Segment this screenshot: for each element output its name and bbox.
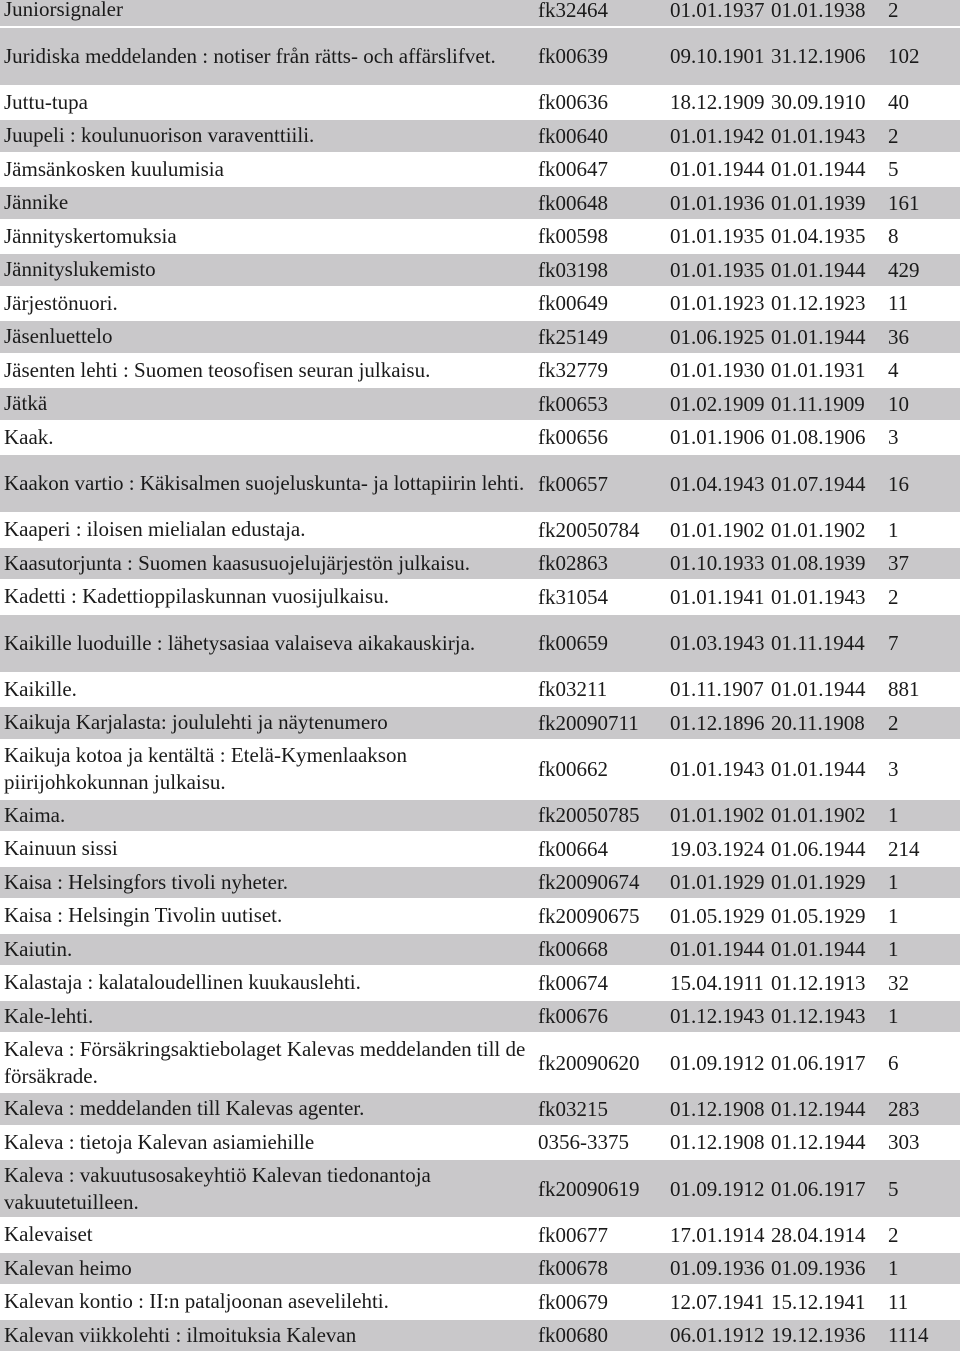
table-row: [0, 615, 960, 672]
end-date: 19.12.1936: [770, 1320, 887, 1352]
periodical-id: fk00659: [534, 615, 668, 672]
start-date: 01.11.1907: [670, 677, 764, 702]
issue-count: 1: [887, 1001, 960, 1033]
start-date: 09.10.1901: [668, 28, 770, 85]
start-date: 01.10.1933: [668, 548, 770, 580]
table-row: [0, 120, 960, 152]
periodical-id: fk00639: [534, 28, 668, 85]
table-row: [0, 674, 960, 706]
periodical-title: Kalevan viikkolehti : ilmoituksia Kalevan: [0, 1320, 534, 1352]
periodical-title: Jännityskertomuksia: [4, 223, 177, 248]
table-row: [0, 900, 960, 932]
periodical-id: fk00674: [538, 970, 608, 995]
end-date: 01.01.1902: [771, 517, 866, 542]
issue-count: 2: [887, 120, 960, 152]
start-date: 01.04.1943: [668, 455, 770, 512]
periodical-id: fk20050784: [538, 517, 640, 542]
table-row: [0, 1219, 960, 1251]
start-date: 01.01.1902: [670, 517, 765, 542]
periodical-id: fk00648: [534, 187, 668, 219]
periodical-id: fk02863: [534, 548, 668, 580]
periodical-title: Järjestönuori.: [4, 290, 118, 315]
table-row: [0, 187, 960, 219]
issue-count: 2: [888, 584, 899, 609]
end-date: 01.12.1944: [771, 1130, 866, 1155]
periodical-title: Kaikille.: [4, 676, 77, 701]
table-row: [0, 388, 960, 420]
issue-count: 2: [887, 707, 960, 739]
issue-count: 1: [887, 934, 960, 966]
issue-count: 1: [887, 1253, 960, 1285]
periodical-id: fk00649: [538, 291, 608, 316]
table-row: [0, 514, 960, 546]
table-row: [0, 548, 960, 580]
periodical-id: fk00677: [538, 1222, 608, 1247]
end-date: 01.01.1929: [770, 867, 887, 899]
table-row: [0, 581, 960, 613]
periodical-id: fk20090620: [538, 1050, 640, 1075]
table-row: [0, 1160, 960, 1217]
periodical-title: Kalevan heimo: [0, 1253, 534, 1285]
end-date: 30.09.1910: [771, 90, 866, 115]
periodical-title: Juridiska meddelanden : notiser från rätts- och affärslifvet.: [0, 28, 534, 85]
issue-count: 283: [887, 1093, 960, 1125]
periodical-id: fk20090674: [534, 867, 668, 899]
periodical-id: fk32779: [538, 358, 608, 383]
issue-count: 8: [888, 224, 899, 249]
periodical-title: Kalevaiset: [4, 1222, 93, 1247]
periodical-title: Jäsenten lehti : Suomen teosofisen seuran julkaisu.: [4, 357, 431, 382]
table-row: [0, 154, 960, 186]
periodical-id: fk00678: [534, 1253, 668, 1285]
end-date: 01.11.1944: [770, 615, 887, 672]
end-date: 01.01.1944: [771, 677, 866, 702]
periodical-id: fk32464: [534, 0, 668, 26]
periodical-title: Kaleva : vakuutusosakeyhtiö Kalevan tiedonantoja vakuutetuilleen.: [0, 1160, 534, 1217]
end-date: 01.01.1944: [771, 757, 866, 781]
periodical-title: Kaisa : Helsingfors tivoli nyheter.: [0, 867, 534, 899]
end-date: 01.09.1936: [770, 1253, 887, 1285]
end-date: 01.12.1923: [771, 291, 866, 316]
periodical-id: fk00636: [538, 90, 608, 115]
start-date: 17.01.1914: [670, 1222, 765, 1247]
periodical-id: fk00662: [538, 757, 608, 781]
periodical-id: fk00647: [538, 157, 608, 182]
table-row: [0, 422, 960, 454]
periodical-title: Jännityslukemisto: [0, 254, 534, 286]
end-date: 01.01.1939: [770, 187, 887, 219]
periodical-id: fk00656: [538, 425, 608, 450]
start-date: 01.09.1936: [668, 1253, 770, 1285]
periodical-title: Jännike: [0, 187, 534, 219]
issue-count: 1: [887, 800, 960, 832]
start-date: 01.01.1935: [670, 224, 765, 249]
periodical-title: Kaleva : tietoja Kalevan asiamiehille: [4, 1129, 315, 1154]
end-date: 01.01.1938: [770, 0, 887, 26]
table-row: [0, 800, 960, 832]
start-date: 12.07.1941: [670, 1289, 765, 1314]
periodical-title: Juniorsignaler: [0, 0, 534, 26]
issue-count: 4: [888, 358, 899, 383]
end-date: 15.12.1941: [771, 1289, 866, 1314]
end-date: 28.04.1914: [771, 1222, 866, 1247]
issue-count: 3: [888, 757, 899, 781]
start-date: 18.12.1909: [670, 90, 765, 115]
periodical-title: Kainuun sissi: [4, 836, 118, 861]
periodical-title: Jäsenluettelo: [0, 321, 534, 353]
end-date: 01.08.1906: [771, 425, 866, 450]
table-row: [0, 87, 960, 119]
periodical-title: Kaisa : Helsingin Tivolin uutiset.: [4, 903, 283, 928]
end-date: 01.01.1931: [771, 358, 866, 383]
periodical-title: Kalastaja : kalataloudellinen kuukauslehti.: [4, 970, 361, 995]
periodical-id: fk00680: [534, 1320, 668, 1352]
periodical-id: fk00640: [534, 120, 668, 152]
end-date: 01.05.1929: [771, 903, 866, 928]
periodical-title: Jämsänkosken kuulumisia: [4, 156, 224, 181]
end-date: 01.11.1909: [770, 388, 887, 420]
table-row: [0, 741, 960, 798]
periodical-title: Juttu-tupa: [4, 89, 88, 114]
periodical-id: fk00676: [534, 1001, 668, 1033]
start-date: 01.01.1943: [670, 757, 765, 781]
issue-count: 161: [887, 187, 960, 219]
end-date: 01.12.1913: [771, 970, 866, 995]
table-row: [0, 1253, 960, 1285]
issue-count: 303: [888, 1130, 920, 1155]
issue-count: 5: [887, 1160, 960, 1217]
end-date: 01.07.1944: [770, 455, 887, 512]
start-date: 15.04.1911: [670, 970, 764, 995]
end-date: 01.01.1902: [770, 800, 887, 832]
end-date: 01.01.1944: [770, 934, 887, 966]
periodical-title: Kaasutorjunta : Suomen kaasusuojelujärjestön julkaisu.: [0, 548, 534, 580]
end-date: 01.01.1943: [770, 120, 887, 152]
periodical-id: fk00679: [538, 1289, 608, 1314]
issue-count: 40: [888, 90, 909, 115]
start-date: 01.09.1912: [670, 1050, 765, 1075]
end-date: 01.01.1943: [771, 584, 866, 609]
periodical-id: fk20050785: [534, 800, 668, 832]
periodical-title: Kaakon vartio : Käkisalmen suojeluskunta- ja lottapiirin lehti.: [0, 455, 534, 512]
issue-count: 6: [888, 1050, 899, 1075]
table-row: [0, 455, 960, 512]
table-row: [0, 28, 960, 85]
end-date: 01.12.1944: [770, 1093, 887, 1125]
start-date: 19.03.1924: [670, 836, 765, 861]
start-date: 01.01.1942: [668, 120, 770, 152]
start-date: 01.01.1929: [668, 867, 770, 899]
start-date: 01.12.1896: [668, 707, 770, 739]
periodical-id: fk00668: [534, 934, 668, 966]
issue-count: 2: [887, 0, 960, 26]
periodical-title: Kaikille luoduille : lähetysasiaa valaiseva aikakauskirja.: [0, 615, 534, 672]
start-date: 01.01.1902: [668, 800, 770, 832]
end-date: 01.04.1935: [771, 224, 866, 249]
periodical-title: Jätkä: [0, 388, 534, 420]
start-date: 01.01.1923: [670, 291, 765, 316]
start-date: 01.03.1943: [668, 615, 770, 672]
table-row: [0, 221, 960, 253]
issue-count: 11: [888, 1289, 909, 1314]
periodical-title: Kaaperi : iloisen mielialan edustaja.: [4, 517, 306, 542]
issue-count: 5: [888, 157, 899, 182]
table-row: [0, 967, 960, 999]
periodical-title: Kaikuja kotoa ja kentältä : Etelä-Kymenlaakson piirijohkokunnan julkaisu.: [4, 743, 407, 794]
start-date: 01.01.1944: [668, 934, 770, 966]
periodical-title: Kaikuja Karjalasta: joululehti ja näytenumero: [0, 707, 534, 739]
periodical-id: 0356-3375: [538, 1130, 629, 1155]
start-date: 01.01.1944: [670, 157, 765, 182]
issue-count: 214: [888, 836, 920, 861]
start-date: 01.02.1909: [668, 388, 770, 420]
table-row: [0, 1286, 960, 1318]
start-date: 01.01.1936: [668, 187, 770, 219]
end-date: 01.08.1939: [770, 548, 887, 580]
end-date: 01.06.1917: [770, 1160, 887, 1217]
table-row: [0, 1001, 960, 1033]
start-date: 01.05.1929: [670, 903, 765, 928]
issue-count: 881: [888, 677, 920, 702]
issue-count: 7: [887, 615, 960, 672]
start-date: 01.01.1937: [668, 0, 770, 26]
end-date: 01.06.1944: [771, 836, 866, 861]
table-row: [0, 1320, 960, 1352]
periodical-title: Kalevan kontio : II:n pataljoonan asevelilehti.: [4, 1289, 389, 1314]
table-row: [0, 1034, 960, 1091]
table-row: [0, 254, 960, 286]
table-row: [0, 321, 960, 353]
periodical-id: fk00664: [538, 836, 608, 861]
start-date: 01.01.1930: [670, 358, 765, 383]
issue-count: 36: [887, 321, 960, 353]
periodical-title: Kaak.: [4, 424, 54, 449]
issue-count: 37: [887, 548, 960, 580]
issue-count: 429: [887, 254, 960, 286]
table-row: [0, 355, 960, 387]
end-date: 01.06.1917: [771, 1050, 866, 1075]
periodical-id: fk20090711: [534, 707, 668, 739]
periodical-id: fk00653: [534, 388, 668, 420]
table-row: [0, 288, 960, 320]
issue-count: 3: [888, 425, 899, 450]
issue-count: 102: [887, 28, 960, 85]
periodical-id: fk03211: [538, 677, 608, 702]
table-row: [0, 0, 960, 26]
end-date: 20.11.1908: [770, 707, 887, 739]
periodical-id: fk25149: [534, 321, 668, 353]
periodical-id: fk20090619: [534, 1160, 668, 1217]
table-row: [0, 867, 960, 899]
table-row: [0, 1127, 960, 1159]
end-date: 01.12.1943: [770, 1001, 887, 1033]
table-row: [0, 1093, 960, 1125]
issue-count: 11: [888, 291, 909, 316]
periodical-title: Kale-lehti.: [0, 1001, 534, 1033]
periodical-id: fk20090675: [538, 903, 640, 928]
periodical-id: fk31054: [538, 584, 608, 609]
periodical-id: fk00598: [538, 224, 608, 249]
periodical-id: fk03215: [534, 1093, 668, 1125]
periodical-title: Kaima.: [0, 800, 534, 832]
start-date: 01.09.1912: [668, 1160, 770, 1217]
start-date: 01.01.1906: [670, 425, 765, 450]
end-date: 31.12.1906: [770, 28, 887, 85]
periodical-title: Kaleva : meddelanden till Kalevas agenter.: [0, 1093, 534, 1125]
end-date: 01.01.1944: [770, 254, 887, 286]
issue-count: 1: [887, 867, 960, 899]
start-date: 01.06.1925: [668, 321, 770, 353]
table-row: [0, 833, 960, 865]
periodical-title: Kaiutin.: [0, 934, 534, 966]
start-date: 01.12.1908: [668, 1093, 770, 1125]
issue-count: 10: [887, 388, 960, 420]
end-date: 01.01.1944: [770, 321, 887, 353]
issue-count: 2: [888, 1222, 899, 1247]
table-row: [0, 934, 960, 966]
issue-count: 1114: [887, 1320, 960, 1352]
periodical-id: fk03198: [534, 254, 668, 286]
start-date: 06.01.1912: [668, 1320, 770, 1352]
table-row: [0, 707, 960, 739]
end-date: 01.01.1944: [771, 157, 866, 182]
start-date: 01.12.1943: [668, 1001, 770, 1033]
start-date: 01.01.1935: [668, 254, 770, 286]
issue-count: 16: [887, 455, 960, 512]
start-date: 01.01.1941: [670, 584, 765, 609]
periodical-title: Kaleva : Försäkringsaktiebolaget Kalevas meddelanden till de försäkrade.: [4, 1036, 526, 1088]
periodical-title: Juupeli : koulunuorison varaventtiili.: [0, 120, 534, 152]
start-date: 01.12.1908: [670, 1130, 765, 1155]
issue-count: 32: [888, 970, 909, 995]
periodical-title: Kadetti : Kadettioppilaskunnan vuosijulkaisu.: [4, 584, 389, 609]
periodical-id: fk00657: [534, 455, 668, 512]
issue-count: 1: [888, 903, 899, 928]
issue-count: 1: [888, 517, 899, 542]
